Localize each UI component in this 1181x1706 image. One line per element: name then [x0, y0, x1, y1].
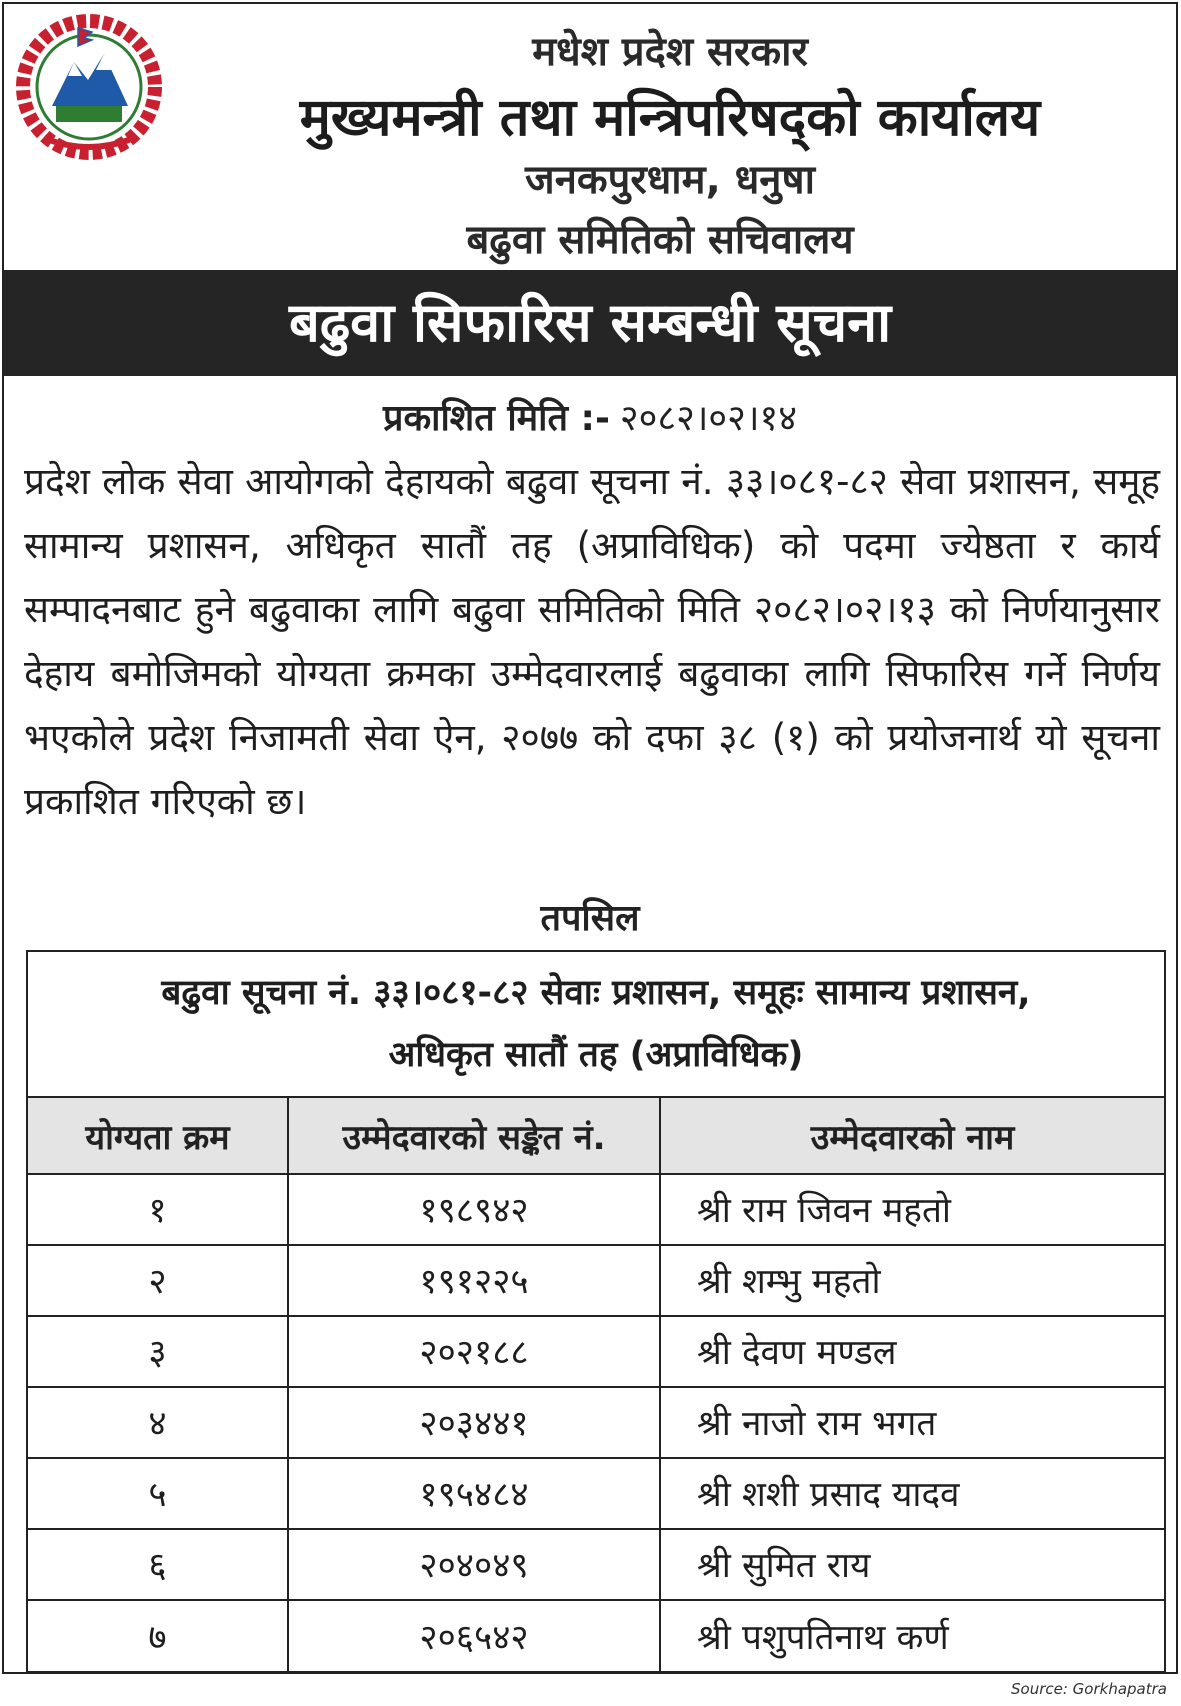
candidate-name: श्री सुमित राय	[660, 1529, 1164, 1600]
header-candidate-name: उम्मेदवारको नाम	[660, 1098, 1164, 1174]
notice-title-banner: बढुवा सिफारिस सम्बन्धी सूचना	[4, 270, 1176, 376]
candidate-name: श्री पशुपतिनाथ कर्ण	[660, 1600, 1164, 1671]
candidate-name: श्री नाजो राम भगत	[660, 1387, 1164, 1458]
source-credit: Source: Gorkhapatra	[1011, 1680, 1167, 1698]
secretariat-name: बढुवा समितिको सचिवालय	[466, 217, 854, 263]
table-row	[28, 1245, 1164, 1316]
merit-order: १	[28, 1174, 288, 1245]
recommendation-table	[26, 950, 1166, 1673]
candidate-table	[28, 1098, 1164, 1671]
candidate-code: १९१२२५	[288, 1245, 660, 1316]
table-header-row	[28, 1098, 1164, 1174]
candidate-name: श्री शम्भु महतो	[660, 1245, 1164, 1316]
candidate-code: २०६५४२	[288, 1600, 660, 1671]
candidate-name: श्री राम जिवन महतो	[660, 1174, 1164, 1245]
table-row	[28, 1600, 1164, 1671]
office-name: मुख्यमन्त्री तथा मन्त्रिपरिषद्को कार्यालय	[299, 88, 1041, 148]
published-date-label: प्रकाशित मिति :-	[383, 398, 610, 439]
merit-order: ६	[28, 1529, 288, 1600]
table-caption-line-2: अधिकृत सातौं तह (अप्राविधिक)	[388, 1035, 804, 1075]
table-row	[28, 1458, 1164, 1529]
merit-order: २	[28, 1245, 288, 1316]
details-heading: तपसिल	[540, 898, 640, 939]
nepal-emblem-icon	[16, 14, 162, 160]
published-date-value: २०८२।०२।१४	[619, 398, 797, 439]
table-row	[28, 1174, 1164, 1245]
merit-order: ४	[28, 1387, 288, 1458]
candidate-code: २०४०४९	[288, 1529, 660, 1600]
candidate-code: १९८९४२	[288, 1174, 660, 1245]
table-caption-line-1: बढुवा सूचना नं. ३३।०८१-८२ सेवाः प्रशासन, समूहः सामान्य प्रशासन,	[161, 973, 1031, 1013]
candidate-name: श्री शशी प्रसाद यादव	[660, 1458, 1164, 1529]
published-date	[4, 392, 1176, 441]
govt-name: मधेश प्रदेश सरकार	[532, 29, 808, 75]
table-caption	[28, 952, 1164, 1098]
merit-order: ५	[28, 1458, 288, 1529]
notice-body-paragraph: प्रदेश लोक सेवा आयोगको देहायको बढुवा सूचना नं. ३३।०८१-८२ सेवा प्रशासन, समूह सामान्य प्रशासन, अधिकृत सातौं तह (अप्राविधिक) को पदमा ज्येष्ठता र कार्य सम्पादनबाट हुने बढुवाका लागि बढुवा समितिको मिति २०८२।०२।१३ को निर्णयानुसार देहाय बमोजिमको योग्यता क्रमका उम्मेदवारलाई बढुवाका लागि सिफारिस गर्ने निर्णय भएकोले प्रदेश निजामती सेवा ऐन, २०७७ को दफा ३८ (१) को प्रयोजनार्थ यो सूचना प्रकाशित गरिएको छ।	[24, 460, 1160, 823]
table-row	[28, 1529, 1164, 1600]
candidate-code: २०२१८८	[288, 1316, 660, 1387]
candidate-code: १९५४८४	[288, 1458, 660, 1529]
office-location: जनकपुरधाम, धनुषा	[525, 157, 815, 203]
merit-order: ७	[28, 1600, 288, 1671]
candidate-name: श्री देवण मण्डल	[660, 1316, 1164, 1387]
header-merit-order: योग्यता क्रम	[28, 1098, 288, 1174]
notice-header	[4, 4, 1176, 268]
notice-document	[2, 2, 1178, 1674]
header-candidate-code: उम्मेदवारको सङ्केत नं.	[288, 1098, 660, 1174]
table-row	[28, 1387, 1164, 1458]
candidate-code: २०३४४१	[288, 1387, 660, 1458]
merit-order: ३	[28, 1316, 288, 1387]
table-row	[28, 1316, 1164, 1387]
